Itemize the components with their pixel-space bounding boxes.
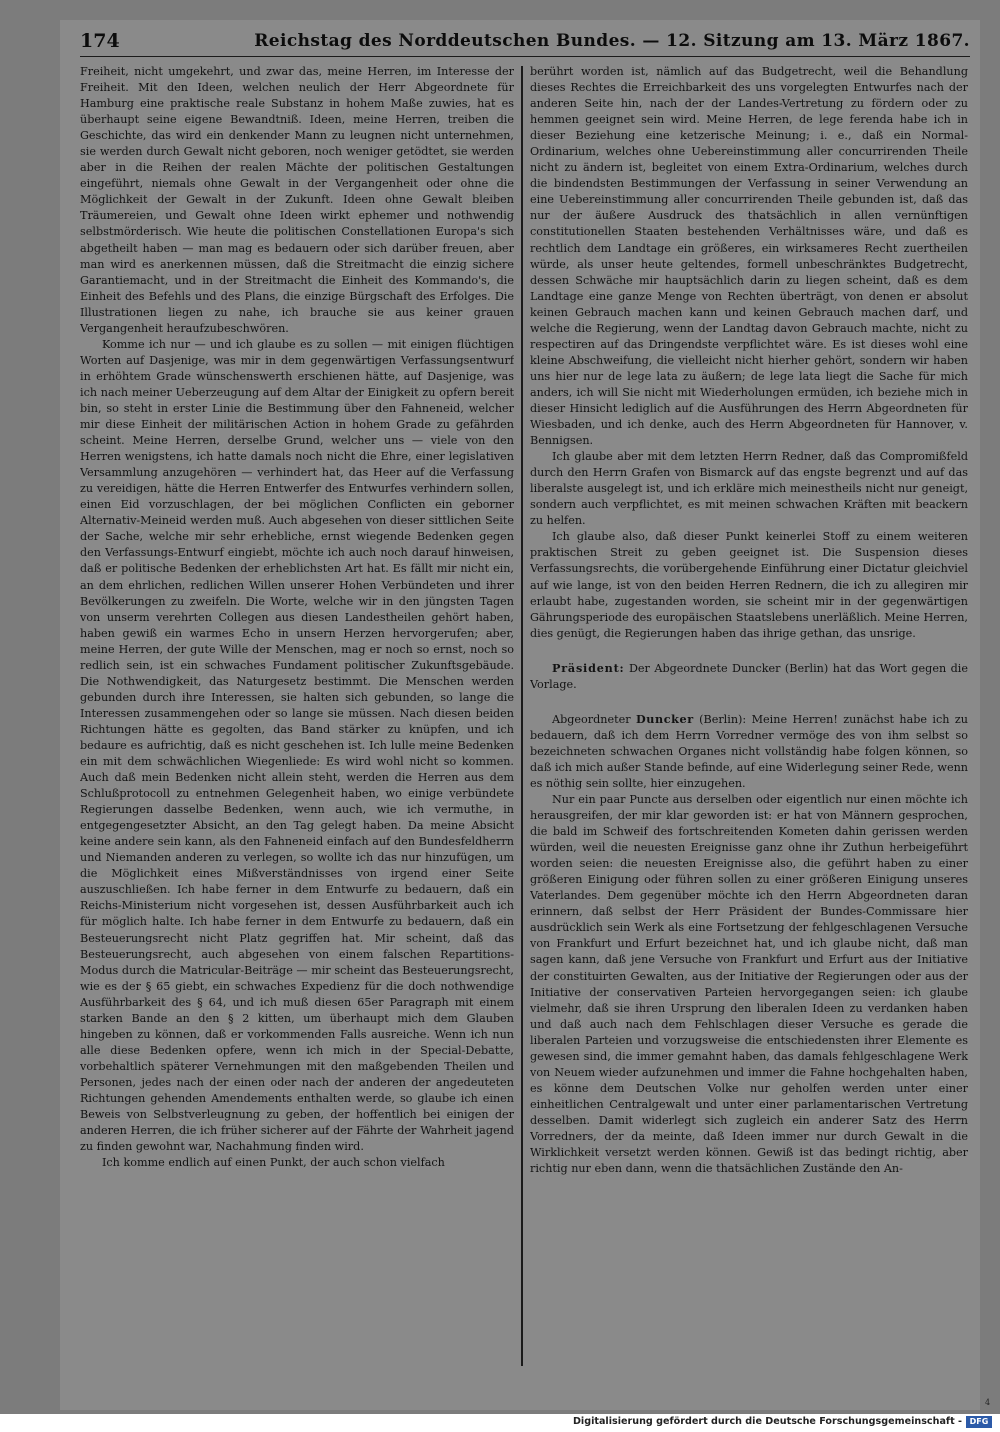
scanned-page	[60, 20, 980, 1410]
dfg-logo[interactable]: DFG	[966, 1416, 992, 1428]
paragraph: Freiheit, nicht umgekehrt, und zwar das, meine Herren, im Interesse der Freiheit. Mit den Ideen, welchen neulich der Herr Abgeordnete für Hamburg eine praktische reale Substanz in hohem Maße zuwies, hat es überhaupt seine eigene Bewandtniß. Ideen, meine Herren, treiben die Geschichte, das wird ein denkender Mann zu leugnen nicht unternehmen, sie werden durch Gewalt nicht geboren, noch weniger getödtet, sie werden aber in die Reihen der realen Mächte der politischen Gestaltungen eingeführt, niemals ohne Gewalt in der Vergangenheit oder ohne die Möglichkeit der Gewalt in der Zukunft. Ideen ohne Gewalt bleiben Träumereien, und Gewalt ohne Ideen wirkt ephemer und nothwendig selbstmörderisch. Wie heute die politischen Constellationen Europa's sich abgetheilt haben — man mag es bedauern oder sich darüber freuen, aber man wird es anerkennen müssen, daß die Streitmacht die einzig sichere Garantiemacht, und in der Streitmacht die Einheit des Kommando's, die Einheit des Befehls und des Plans, die einzige Bürgschaft des Erfolges. Die Illustrationen liegen zu nahe, ich brauche sie aus keiner grauen Vergangenheit heraufzubeschwören.	[80, 65, 514, 335]
president-text: Der Abgeordnete Duncker (Berlin) hat das Wort gegen die Vorlage.	[530, 661, 968, 691]
page-number: 174	[80, 30, 120, 52]
president-label: Präsident:	[552, 660, 625, 675]
left-column	[80, 64, 514, 1369]
speaker-rest: (Berlin): Meine Herren! zunächst habe ich zu bedauern, daß ich dem Herrn Vorredner vermöge des von ihm selbst so bezeichneten schwachen Organes nicht vollständig habe folgen können, so daß ich mich außer Stande befinde, auf eine Widerlegung seiner Rede, wenn es nöthig sein sollte, hier einzugehen.	[530, 712, 968, 790]
paragraph: Komme ich nur — und ich glaube es zu sollen — mit einigen flüchtigen Worten auf Dasjenige, was mir in dem gegenwärtigen Verfassungsentwurf in erhöhtem Grade wünschenswerth erschienen hätte, auf Dasjenige, was ich nach meiner Ueberzeugung auf dem Altar der Einigkeit zu opfern bereit bin, so steht in erster Linie die Bestimmung über den Fahneneid, welcher mir diese Einheit der militärischen Action in hohem Grade zu gefährden scheint. Meine Herren, derselbe Grund, welcher uns — viele von den Herren wenigstens, ich hatte damals noch nicht die Ehre, einer legislativen Versammlung anzugehören — verhindert hat, das Heer auf die Verfassung zu vereidigen, hätte die Herren Entwerfer des Entwurfes verhindern sollen, einen Eid vorzuschlagen, der bei möglichen Conflicten ein geborner Alternativ-Meineid werden muß. Auch abgesehen von dieser sittlichen Seite der Sache, welche mir sehr erhebliche, ernst wiegende Bedenken gegen den Verfassungs-Entwurf eingiebt, möchte ich auch noch darauf hinweisen, daß er politische Bedenken der erheblichsten Art hat. Es fällt mir nicht ein, an dem ehrlichen, redlichen Willen unserer Hohen Verbündeten und ihrer Bevölkerungen zu zweifeln. Die Worte, welche wir in den jüngsten Tagen von unserm verehrten Collegen aus diesen Landestheilen gehört haben, haben gewiß ein warmes Echo in unsern Herzen hervorgerufen; aber, meine Herren, der gute Wille der Menschen, mag er noch so ernst, noch so redlich sein, ist ein schwaches Fundament politischer Zukunftsgebäude. Die Nothwendigkeit, das Naturgesetz bestimmt. Die Menschen werden gebunden durch ihre Interessen, sie halten sich gebunden, so lange die Interessen zusammengehen oder so lange sie müssen. Nach diesen beiden Richtungen hätte es gegolten, das Band stärker zu knüpfen, und ich bedaure es aufrichtig, daß es nicht geschehen ist. Ich lulle meine Bedenken ein mit dem schwächlichen Wiegenliede: Es wird wohl nicht so kommen. Auch daß mein Bedenken nicht allein steht, werden die Herren aus dem Schlußprotocoll zu entnehmen Gelegenheit haben, wo einige verbündete Regierungen dasselbe Bedenken, wenn auch, wie ich vermuthe, in entgegengesetzter Absicht, an den Tag gelegt haben. Da meine Absicht keine andere sein kann, als den Fahneneid einfach auf den Bundesfeldherrn und Niemanden anderen zu verlegen, so wollte ich das nur hinzufügen, um die Möglichkeit eines Mißverständnisses von irgend einer Seite auszuschließen. Ich habe ferner in dem Entwurfe zu bedauern, daß ein Reichs-Ministerium nicht vorgesehen ist, dessen Ausführbarkeit auch ich für möglich halte. Ich habe ferner in dem Entwurfe zu bedauern, daß ein Besteuerungsrecht nicht Platz gegriffen hat. Mir scheint, daß das Besteuerungsrecht, auch abgesehen von einem falschen Repartitions-Modus durch die Matricular-Beiträge — mir scheint das Besteuerungsrecht, wie es der § 65 giebt, ein schwaches Expedienz für die doch nothwendige Ausführbarkeit des § 64, und ich muß diesen 65er Paragraph mit einem starken Bande an den § 2 kitten, um überhaupt mich dem Glauben hingeben zu können, daß er vorkommenden Falls ausreiche. Wenn ich nun alle diese Bedenken opfere, wenn ich mich in der Special-Debatte, vorbehaltlich späterer Vernehmungen mit den maßgebenden Theilen und Personen, jedes nach der einen oder nach der anderen der angedeuteten Richtungen gehenden Amendements enthalten werde, so glaube ich einen Beweis von Selbstverleugnung zu geben, der hoffentlich bei einigen der anderen Herren, die ich früher sicherer auf der Fährte der Wahrheit jagend zu finden gewohnt war, Nachahmung finden wird.	[80, 337, 514, 1154]
speaker-paragraph	[530, 711, 968, 792]
running-title: Reichstag des Norddeutschen Bundes. — 12. Sitzung am 13. März 1867.	[254, 31, 970, 51]
president-statement	[530, 660, 968, 693]
corner-mark: 4	[985, 1398, 991, 1407]
page-header	[80, 30, 970, 57]
paragraph: Ich glaube also, daß dieser Punkt keinerlei Stoff zu einem weiteren praktischen Streit zu geben geeignet ist. Die Suspension dieses Verfassungsrechts, die vorübergehende Einführung einer Dictatur gleichviel auf wie lange, ist von den beiden Herren Rednern, die ich zu allegiren mir erlaubt habe, zugestanden worden, sie scheint mir in der gegenwärtigen Gährungsperiode des europäischen Staatslebens unerläßlich. Meine Herren, dies genügt, die Regierungen haben das ihrige gethan, das unsrige.	[530, 530, 968, 640]
footer-bar	[0, 1414, 1000, 1432]
column-divider	[521, 66, 523, 1366]
speaker-intro: Abgeordneter	[552, 712, 636, 726]
paragraph: Ich glaube aber mit dem letzten Herrn Redner, daß das Compromißfeld durch den Herrn Grafen von Bismarck auf das engste begrenzt und auf das liberalste ausgelegt ist, und ich erkläre mich meinestheils nicht nur geneigt, sondern auch verpflichtet, es mit meinen schwachen Kräften mit beackern zu helfen.	[530, 450, 968, 528]
speaker-name: Duncker	[635, 711, 694, 726]
paragraph: Nur ein paar Puncte aus derselben oder eigentlich nur einen möchte ich herausgreifen, der mir klar geworden ist: er hat von Männern gesprochen, die bald im Schweif des fortschreitenden Kometen dahin gerissen werden würden, weil die neuesten Ereignisse ganz ohne ihr Zuthun herbeigeführt worden seien: die neuesten Ereignisse also, die geführt haben zu einer größeren Einigung oder führen sollen zu einer größeren Einigung unseres Vaterlandes. Dem gegenüber möchte ich den Herrn Abgeordneten daran erinnern, daß selbst der Herr Präsident der Bundes-Commissare hier ausdrücklich sein Werk als eine Fortsetzung der fehlgeschlagenen Versuche von Frankfurt und Erfurt bezeichnet hat, und ich glaube nicht, daß man sagen kann, daß jene Versuche von Frankfurt und Erfurt aus der Initiative der constituirten Gewalten, aus der Initiative der Regierungen oder aus der Initiative der conservativen Parteien hervorgegangen seien: ich glaube vielmehr, daß sie ihren Ursprung den liberalen Ideen zu verdanken haben und daß auch nach dem Fehlschlagen dieser Versuche es gerade die liberalen Parteien und vorzugsweise die entschiedensten ihrer Elemente es gewesen sind, die immer gemahnt haben, das damals fehlgeschlagene Werk von Neuem wieder aufzunehmen und immer die Fahne hochgehalten haben, es könne dem Deutschen Volke nur geholfen werden unter einer einheitlichen Centralgewalt und unter einer parlamentarischen Vertretung desselben. Damit widerlegt sich zugleich ein anderer Satz des Herrn Vorredners, der da meinte, daß Ideen immer nur durch Gewalt in die Wirklichkeit versetzt werden können. Gewiß ist das bedingt richtig, aber richtig nur eben dann, wenn die thatsächlichen Zustände den An-	[530, 793, 968, 1176]
paragraph: berührt worden ist, nämlich auf das Budgetrecht, weil die Behandlung dieses Rechtes die Erreichbarkeit des uns vorgelegten Entwurfes nach der anderen Seite hin, nach der der Landes-Vertretung zu fördern oder zu hemmen geeignet sein wird. Meine Herren, de lege ferenda habe ich in dieser Beziehung eine ketzerische Meinung; i. e., daß ein Normal-Ordinarium, welches ohne Uebereinstimmung aller concurrirenden Theile nicht zu ändern ist, begleitet von einem Extra-Ordinarium, welches durch die bindendsten Bestimmungen der Verfassung in seiner Verwendung an eine Uebereinstimmung aller concurrirenden Theile gebunden ist, daß das nur der äußere Ausdruck des thatsächlich in allen vernünftigen constitutionellen Staaten bestehenden Verhältnisses wäre, und daß es rechtlich dem Landtage ein größeres, ein wirksameres Recht zuertheilen würde, als unser heute geltendes, formell unbeschränktes Budgetrecht, dessen Schwäche mir hauptsächlich darin zu liegen scheint, daß es dem Landtage eine ganze Menge von Rechten überträgt, von denen er absolut keinen Gebrauch machen kann und keinen Gebrauch machen darf, und welche die Regierung, wenn der Landtag davon Gebrauch machte, nicht zu respectiren auf das Dringendste verpflichtet wäre. Es ist dieses wohl eine kleine Abschweifung, die vielleicht nicht hierher gehört, sondern wir haben uns hier nur de lege lata zu äußern; de lege lata liegt die Sache für mich anders, ich will Sie nicht mit Wiederholungen ermüden, ich beziehe mich in dieser Hinsicht lediglich auf die Ausführungen des Herrn Abgeordneten für Wiesbaden, und ich denke, auch des Herrn Abgeordneten für Hannover, v. Bennigsen.	[530, 65, 968, 448]
funding-credit: Digitalisierung gefördert durch die Deutsche Forschungsgemeinschaft -	[572, 1416, 962, 1427]
right-column	[530, 64, 968, 1369]
paragraph: Ich komme endlich auf einen Punkt, der auch schon vielfach	[102, 1156, 445, 1170]
